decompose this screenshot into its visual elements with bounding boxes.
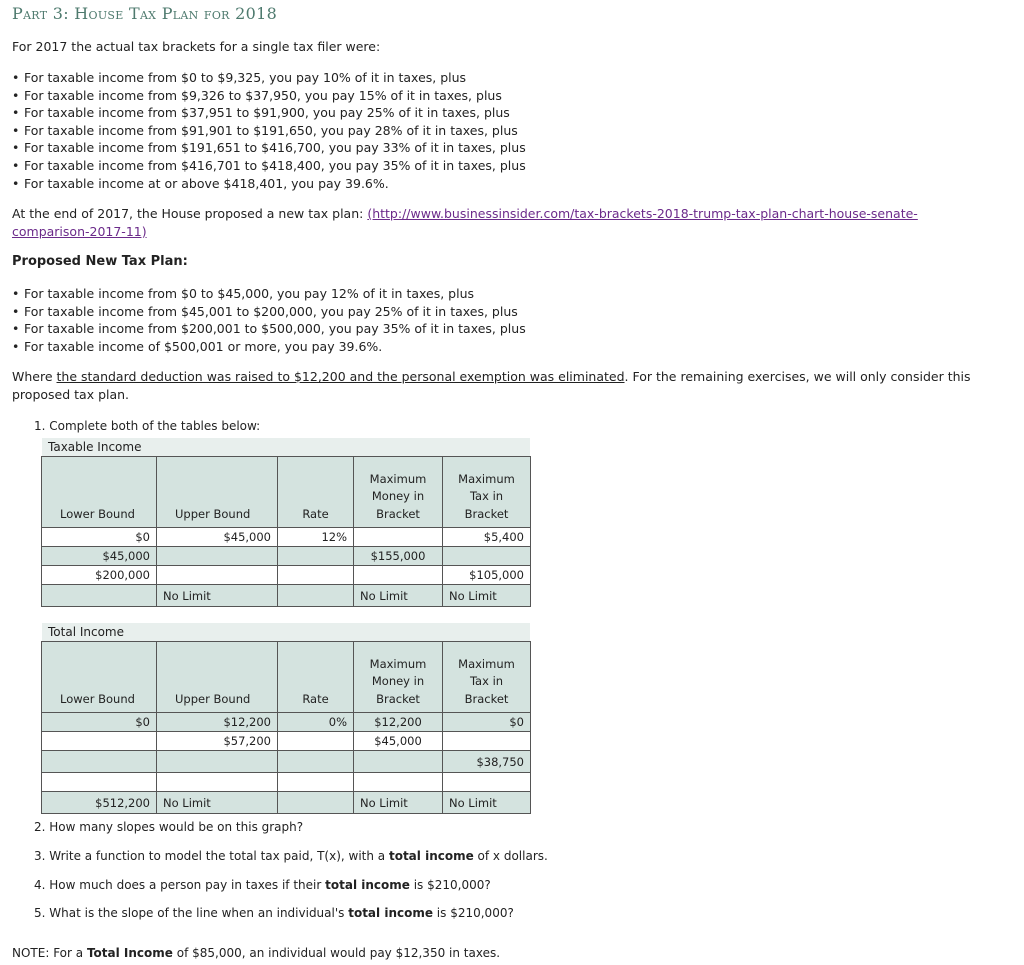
list-item: • For taxable income at or above $418,401, you pay 39.6%. [12, 175, 526, 193]
intro-text: For 2017 the actual tax brackets for a single tax filer were: [12, 39, 381, 54]
taxable-income-label: Taxable Income [42, 438, 530, 456]
total-income-label: Total Income [42, 623, 530, 641]
table-row: $0 $45,000 12% $5,400 [42, 528, 531, 547]
question-4: 4. How much does a person pay in taxes if their total income is $210,000? [34, 878, 491, 892]
table-row: $0 $12,200 0% $12,200 $0 [42, 713, 531, 732]
source-link[interactable]: (http://www.businessinsider.com/tax-brackets-2018-trump-tax-plan-chart-house-senate- [367, 206, 918, 221]
brackets-2017-list [12, 69, 526, 192]
col-upper-bound: Upper Bound [157, 642, 278, 713]
col-lower-bound: Lower Bound [42, 457, 157, 528]
table-row: $38,750 [42, 751, 531, 773]
brackets-new-list [12, 285, 526, 355]
table-row: $512,200 No Limit No Limit No Limit [42, 792, 531, 814]
col-max-money: Maximum Money in Bracket [354, 642, 443, 713]
table-row: $200,000 $105,000 [42, 566, 531, 585]
col-lower-bound: Lower Bound [42, 642, 157, 713]
list-item: • For taxable income from $37,951 to $91,900, you pay 25% of it in taxes, plus [12, 104, 526, 122]
col-max-tax: Maximum Tax in Bracket [443, 457, 531, 528]
list-item: • For taxable income from $416,701 to $418,400, you pay 35% of it in taxes, plus [12, 157, 526, 175]
question-1: 1. Complete both of the tables below: [34, 419, 261, 433]
col-rate: Rate [278, 642, 354, 713]
col-rate: Rate [278, 457, 354, 528]
list-item: • For taxable income from $0 to $9,325, you pay 10% of it in taxes, plus [12, 69, 526, 87]
deduction-text: Where the standard deduction was raised to $12,200 and the personal exemption was eliminated. For the remaining exercises, we will only consider this proposed tax plan. [12, 369, 971, 402]
list-item: • For taxable income from $191,651 to $416,700, you pay 33% of it in taxes, plus [12, 139, 526, 157]
table-row: $57,200 $45,000 [42, 732, 531, 751]
table-header-row [42, 642, 531, 713]
page-title: Part 3: House Tax Plan for 2018 [12, 4, 278, 23]
list-item: • For taxable income from $200,001 to $500,000, you pay 35% of it in taxes, plus [12, 320, 526, 338]
house-proposal-text: At the end of 2017, the House proposed a new tax plan: (http://www.businessinsider.com/tax-brackets-2018-trump-tax-plan-chart-house-senate- comparison-2017-11) [12, 206, 918, 239]
list-item: • For taxable income from $0 to $45,000, you pay 12% of it in taxes, plus [12, 285, 526, 303]
question-2: 2. How many slopes would be on this graph? [34, 820, 304, 834]
list-item: • For taxable income from $45,001 to $200,000, you pay 25% of it in taxes, plus [12, 303, 526, 321]
source-link-cont[interactable]: comparison-2017-11) [12, 223, 147, 239]
proposed-plan-title: Proposed New Tax Plan: [12, 254, 188, 269]
col-max-tax: Maximum Tax in Bracket [443, 642, 531, 713]
question-3: 3. Write a function to model the total tax paid, T(x), with a total income of x dollars. [34, 849, 548, 863]
table-row: No Limit No Limit No Limit [42, 585, 531, 607]
list-item: • For taxable income from $91,901 to $191,650, you pay 28% of it in taxes, plus [12, 122, 526, 140]
list-item: • For taxable income of $500,001 or more, you pay 39.6%. [12, 338, 526, 356]
note-text: NOTE: For a Total Income of $85,000, an individual would pay $12,350 in taxes. [12, 946, 501, 960]
table-header-row [42, 457, 531, 528]
col-upper-bound: Upper Bound [157, 457, 278, 528]
total-income-table [41, 641, 531, 814]
taxable-income-table [41, 456, 531, 607]
table-row [42, 773, 531, 792]
table-row: $45,000 $155,000 [42, 547, 531, 566]
col-max-money: Maximum Money in Bracket [354, 457, 443, 528]
list-item: • For taxable income from $9,326 to $37,950, you pay 15% of it in taxes, plus [12, 87, 526, 105]
question-5: 5. What is the slope of the line when an individual's total income is $210,000? [34, 906, 514, 920]
